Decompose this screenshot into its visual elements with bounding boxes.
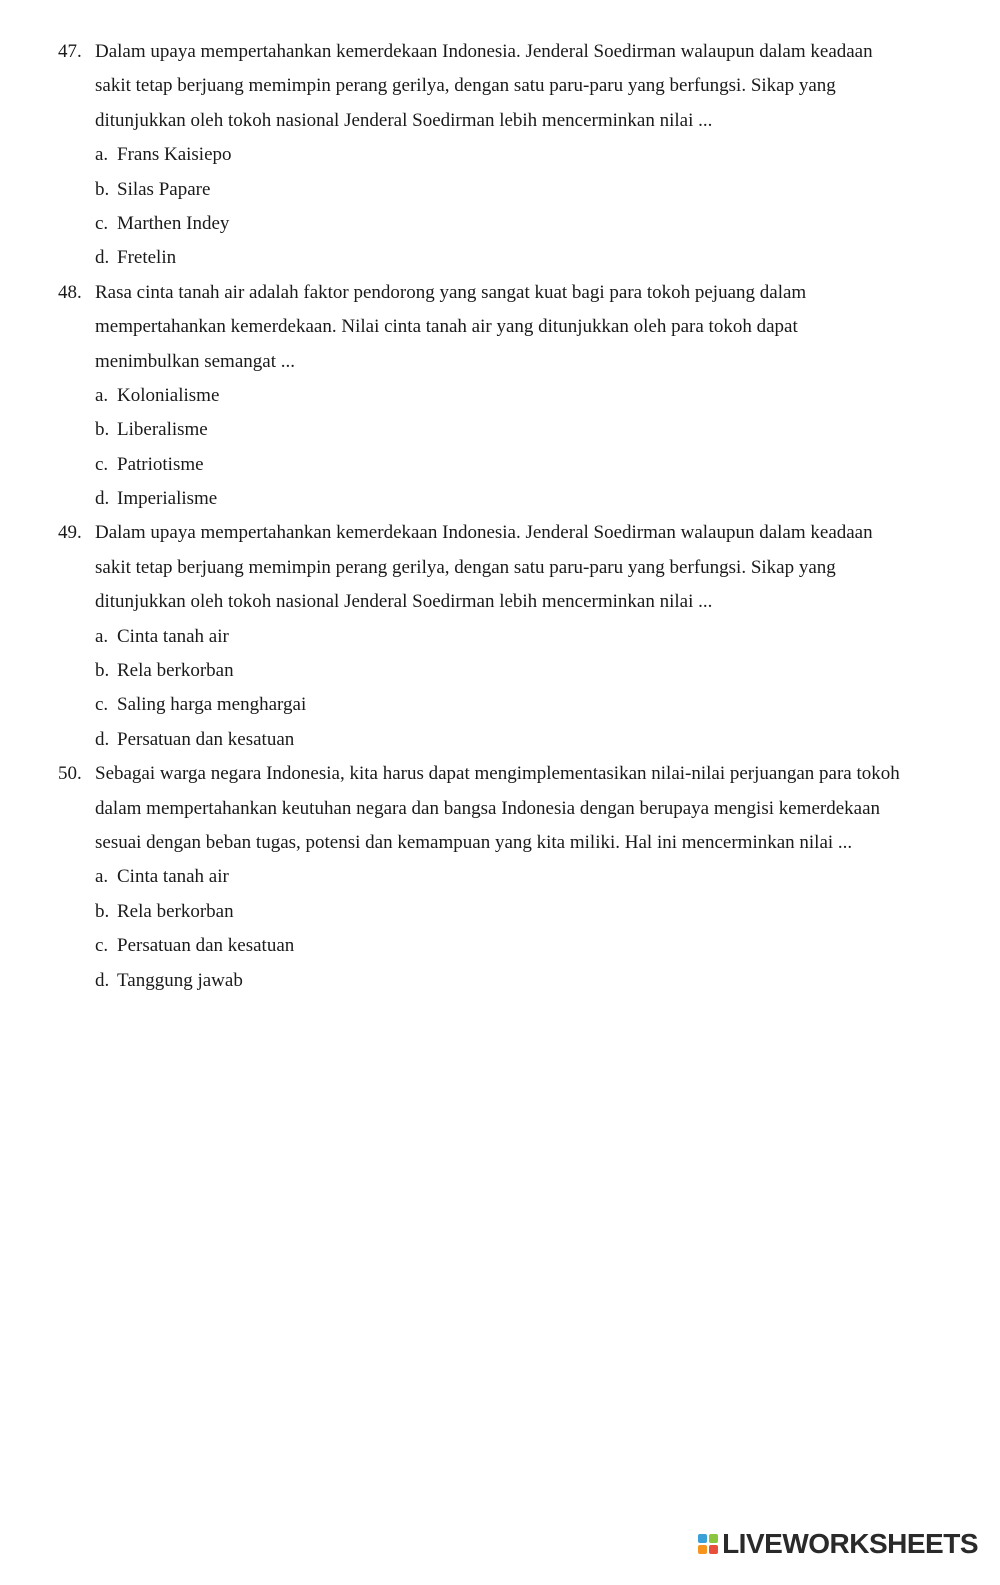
option-c[interactable] xyxy=(0,688,1000,722)
question-line xyxy=(0,516,1000,550)
question-line xyxy=(0,792,1000,826)
option-text: Rela berkorban xyxy=(117,900,234,922)
question-number: 48. xyxy=(58,281,82,303)
option-text: Imperialisme xyxy=(117,488,218,510)
option-letter: a. xyxy=(95,384,109,406)
question-text: Rasa cinta tanah air adalah faktor pendorong yang sangat kuat bagi para tokoh pejuang dalam xyxy=(95,281,807,303)
question-line xyxy=(0,345,1000,379)
option-text: Persatuan dan kesatuan xyxy=(117,728,295,750)
option-letter: c. xyxy=(95,212,109,234)
option-text: Marthen Indey xyxy=(117,212,230,234)
option-d[interactable] xyxy=(0,482,1000,516)
option-d[interactable] xyxy=(0,723,1000,757)
question-line xyxy=(0,826,1000,860)
question-text: menimbulkan semangat ... xyxy=(95,350,295,372)
question-line xyxy=(0,310,1000,344)
question-line xyxy=(0,585,1000,619)
option-b[interactable] xyxy=(0,413,1000,447)
option-a[interactable] xyxy=(0,379,1000,413)
question-line xyxy=(0,757,1000,791)
option-letter: b. xyxy=(95,900,110,922)
brand-name: LIVEWORKSHEETS xyxy=(722,1528,978,1559)
option-a[interactable] xyxy=(0,620,1000,654)
option-letter: d. xyxy=(95,969,110,991)
option-text: Patriotisme xyxy=(117,453,204,475)
option-text: Kolonialisme xyxy=(117,384,220,406)
question-text: sakit tetap berjuang memimpin perang gerilya, dengan satu paru-paru yang berfungsi. Sikap yang xyxy=(95,75,836,97)
option-letter: a. xyxy=(95,866,109,888)
option-letter: c. xyxy=(95,935,109,957)
option-text: Cinta tanah air xyxy=(117,866,229,888)
logo-tile xyxy=(698,1545,707,1554)
option-text: Persatuan dan kesatuan xyxy=(117,935,295,957)
question-line xyxy=(0,104,1000,138)
option-text: Frans Kaisiepo xyxy=(117,144,232,166)
question-text: ditunjukkan oleh tokoh nasional Jenderal Soedirman lebih mencerminkan nilai ... xyxy=(95,109,713,131)
option-text: Rela berkorban xyxy=(117,660,234,682)
option-letter: b. xyxy=(95,660,110,682)
question-line xyxy=(0,551,1000,585)
option-text: Tanggung jawab xyxy=(117,969,243,991)
question-50 xyxy=(0,757,1000,998)
logo-icon xyxy=(698,1534,718,1554)
question-text: Dalam upaya mempertahankan kemerdekaan Indonesia. Jenderal Soedirman walaupun dalam keadaan xyxy=(95,41,873,62)
question-text: ditunjukkan oleh tokoh nasional Jenderal Soedirman lebih mencerminkan nilai ... xyxy=(95,591,713,613)
logo-tile xyxy=(709,1545,718,1554)
option-letter: d. xyxy=(95,488,110,510)
option-letter: a. xyxy=(95,144,109,166)
option-letter: c. xyxy=(95,694,109,716)
option-text: Cinta tanah air xyxy=(117,625,229,647)
question-49 xyxy=(0,516,1000,757)
option-c[interactable] xyxy=(0,207,1000,241)
option-letter: b. xyxy=(95,178,110,200)
logo-tile xyxy=(709,1534,718,1543)
question-text: Dalam upaya mempertahankan kemerdekaan Indonesia. Jenderal Soedirman walaupun dalam keadaan xyxy=(95,522,873,544)
question-text: Sebagai warga negara Indonesia, kita harus dapat mengimplementasikan nilai-nilai perjuangan para tokoh xyxy=(95,763,900,785)
question-number: 49. xyxy=(58,522,82,544)
option-a[interactable] xyxy=(0,860,1000,894)
option-letter: d. xyxy=(95,728,110,750)
question-47 xyxy=(0,35,1000,276)
option-text: Fretelin xyxy=(117,247,177,269)
option-letter: d. xyxy=(95,247,110,269)
question-text: dalam mempertahankan keutuhan negara dan bangsa Indonesia dengan berupaya mengisi kemerdekaan xyxy=(95,797,881,819)
question-line xyxy=(0,69,1000,103)
logo-tile xyxy=(698,1534,707,1543)
question-text: mempertahankan kemerdekaan. Nilai cinta tanah air yang ditunjukkan oleh para tokoh dapat xyxy=(95,316,798,338)
question-line xyxy=(0,35,1000,69)
option-c[interactable] xyxy=(0,448,1000,482)
option-letter: c. xyxy=(95,453,109,475)
option-text: Liberalisme xyxy=(117,419,208,441)
question-line xyxy=(0,276,1000,310)
option-letter: b. xyxy=(95,419,110,441)
worksheet xyxy=(0,35,1000,998)
option-d[interactable] xyxy=(0,964,1000,998)
question-number: 47. xyxy=(58,41,82,62)
option-b[interactable] xyxy=(0,895,1000,929)
liveworksheets-logo[interactable] xyxy=(698,1527,978,1561)
question-number: 50. xyxy=(58,763,82,785)
option-text: Saling harga menghargai xyxy=(117,694,307,716)
option-b[interactable] xyxy=(0,173,1000,207)
option-a[interactable] xyxy=(0,138,1000,172)
question-text: sakit tetap berjuang memimpin perang gerilya, dengan satu paru-paru yang berfungsi. Sikap yang xyxy=(95,556,836,578)
option-b[interactable] xyxy=(0,654,1000,688)
option-d[interactable] xyxy=(0,241,1000,275)
option-c[interactable] xyxy=(0,929,1000,963)
option-letter: a. xyxy=(95,625,109,647)
option-text: Silas Papare xyxy=(117,178,211,200)
question-text: sesuai dengan beban tugas, potensi dan kemampuan yang kita miliki. Hal ini mencerminkan nilai ... xyxy=(95,831,853,853)
question-48 xyxy=(0,276,1000,517)
